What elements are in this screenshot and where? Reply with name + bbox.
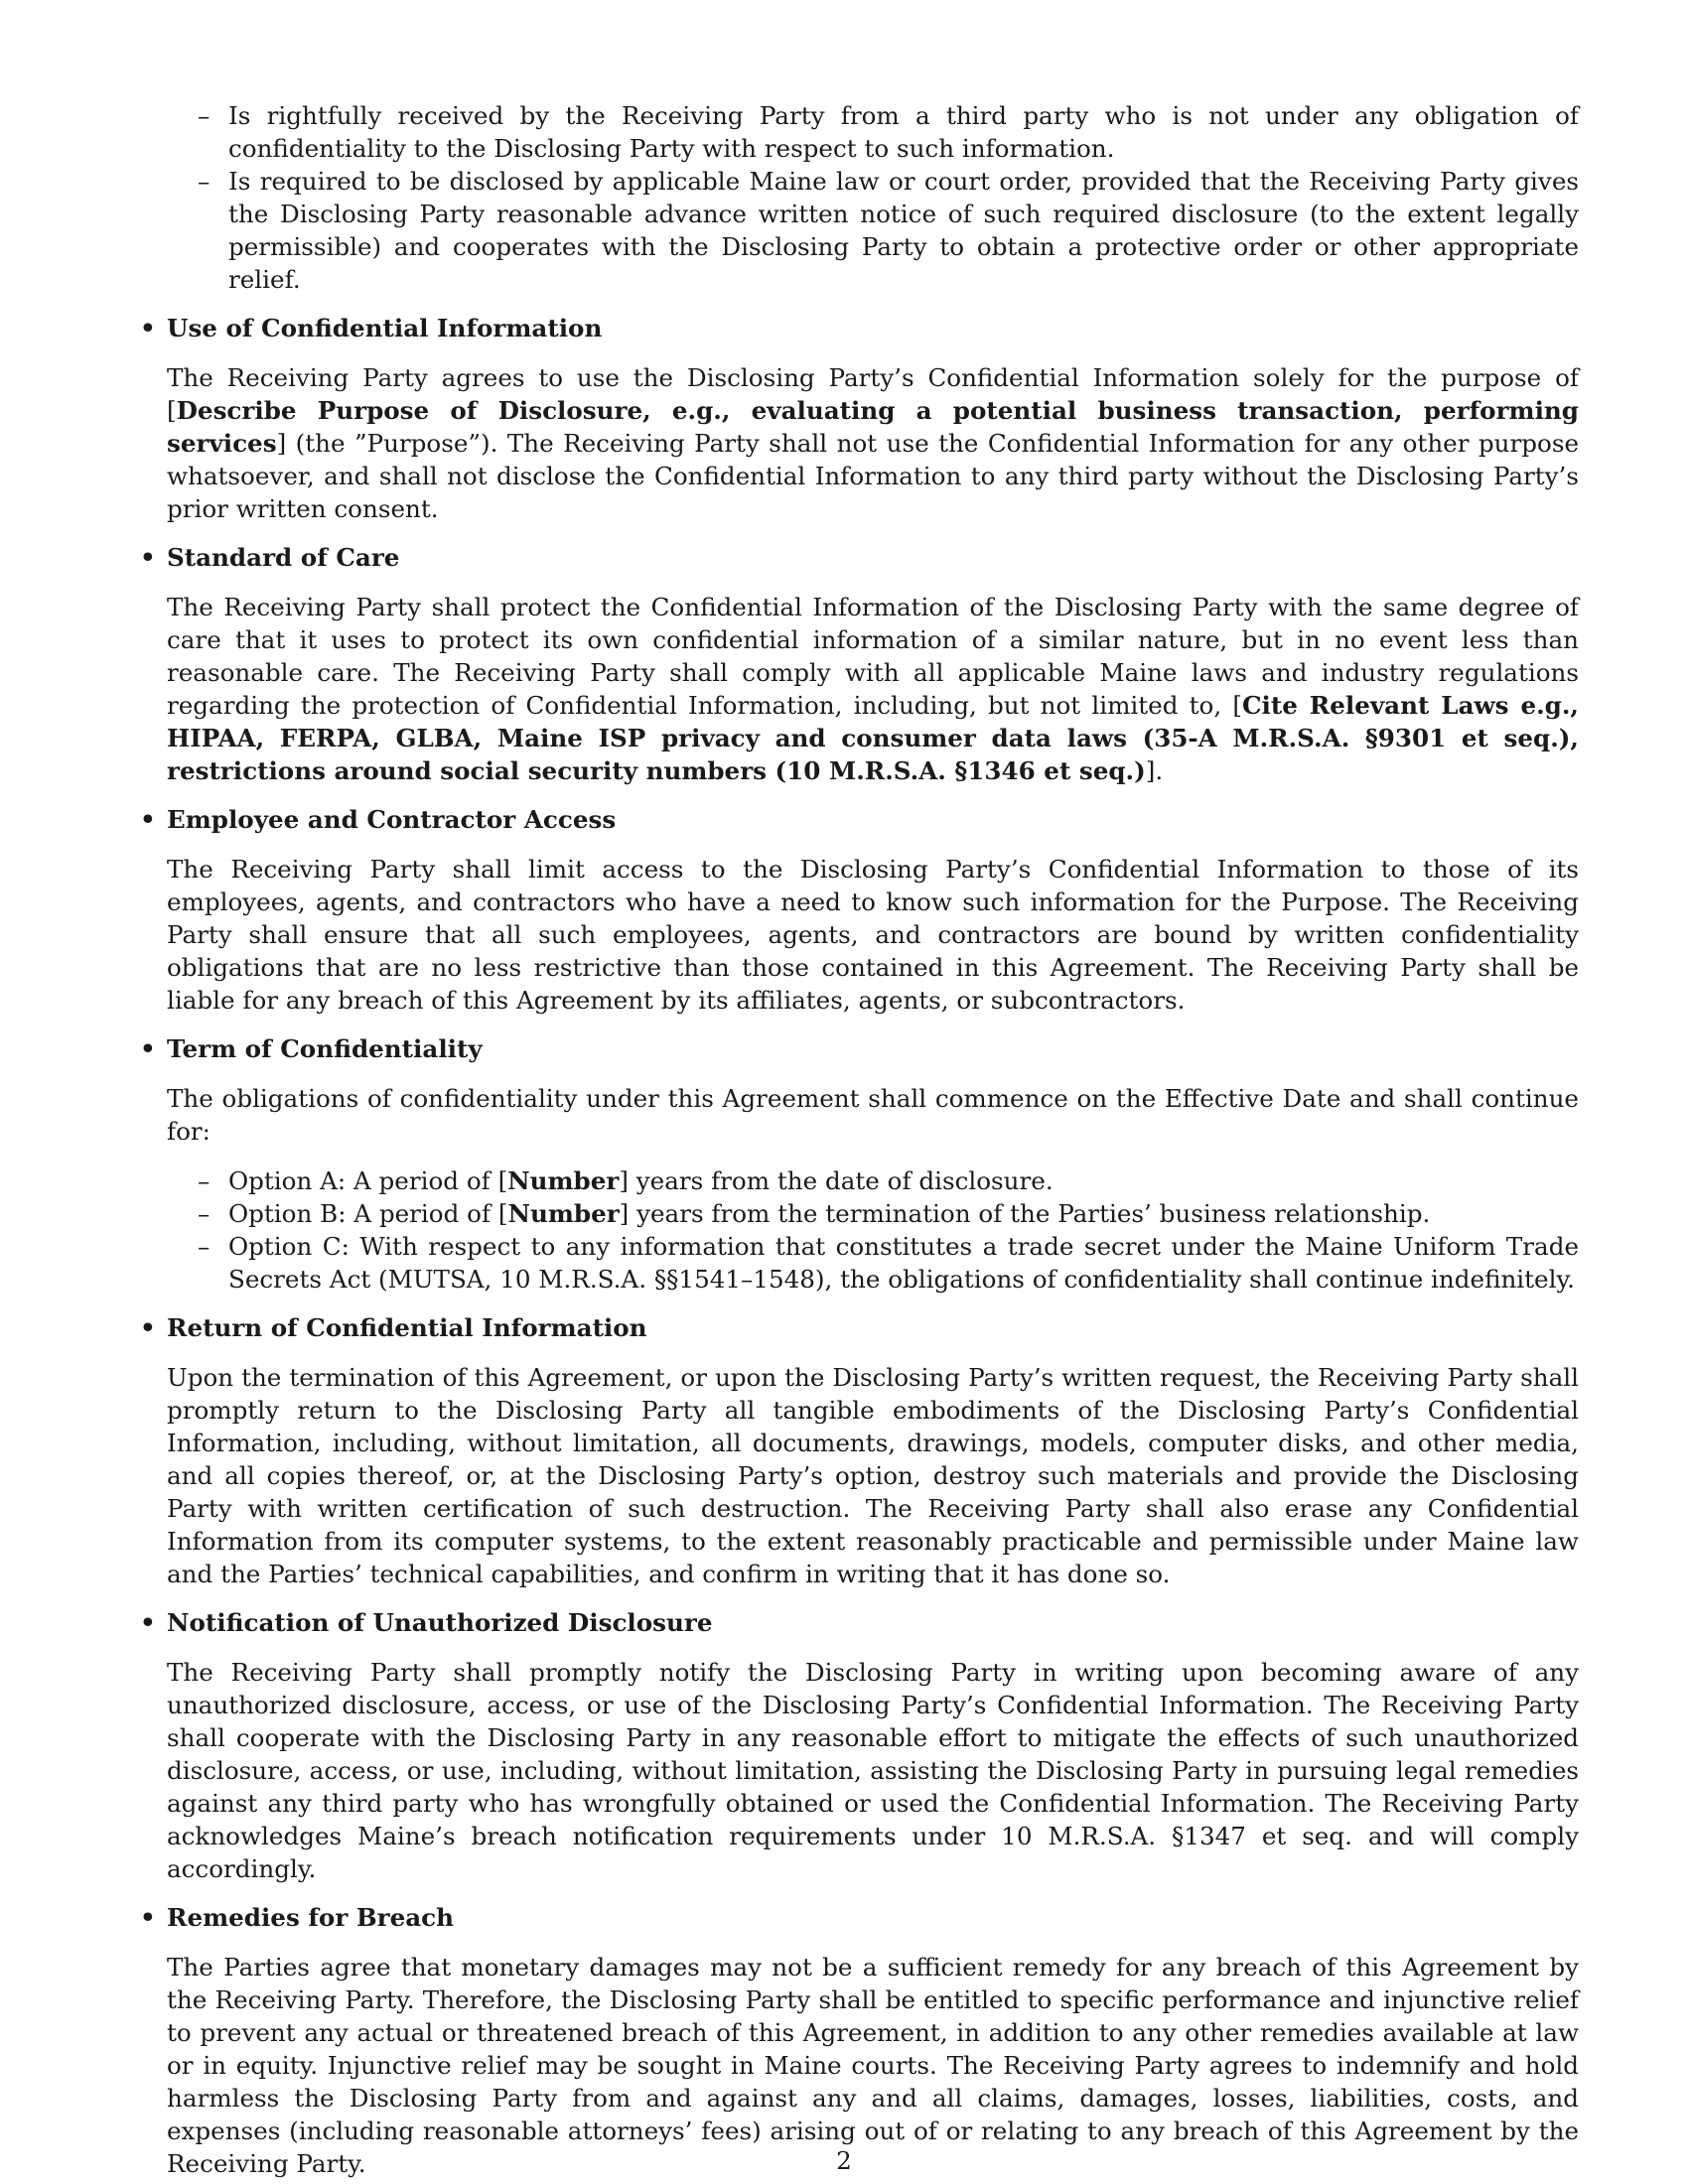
bullet-icon: • (140, 314, 156, 342)
section-heading: Use of Confidential Information (167, 314, 603, 342)
option-c: – Option C: With respect to any information that constitutes a trade secret under the Maine Uniform Trade Secrets Act (MUTSA, 10 M.R.S.A. §§1541–1548), the obligations of confidentiality shall continue indefinitely. (228, 1230, 1579, 1296)
section-paragraph: The Receiving Party shall limit access to the Disclosing Party’s Confidential Information to those of its employees, agents, and contractors who have a need to know such information for the Purpose. The Receiving Party shall ensure that all such employees, agents, and contractors are bound by written confidentiality obligations that are no less restrictive than those contained in this Agreement. The Receiving Party shall be liable for any breach of this Agreement by its affiliates, agents, or subcontractors. (167, 855, 1579, 1015)
section-employee-contractor-access (140, 803, 1579, 1017)
section-heading: Standard of Care (167, 543, 400, 572)
bullet-icon: • (140, 1313, 156, 1342)
section-standard-of-care (140, 541, 1579, 787)
placeholder-text: Describe Purpose of Disclosure, e.g., evaluating a potential business transaction, performing services (167, 396, 1579, 458)
section-notification-unauthorized-disclosure (140, 1606, 1579, 1885)
exclusions-list (167, 99, 1579, 296)
list-item: – Is rightfully received by the Receiving Party from a third party who is not under any obligation of confidentiality to the Disclosing Party with respect to such information. (228, 99, 1579, 165)
option-b: – Option B: A period of [Number] years from the termination of the Parties’ business relationship. (228, 1197, 1579, 1230)
bullet-icon: • (140, 543, 156, 572)
bullet-icon: • (140, 1034, 156, 1063)
bullet-icon: • (140, 805, 156, 834)
section-paragraph: The Receiving Party shall protect the Confidential Information of the Disclosing Party with the same degree of care that it uses to protect its own confidential information of a similar nature, but in no event less than reasonable care. The Receiving Party shall comply with all applicable Maine laws and industry regulations regarding the protection of Confidential Information, including, but not limited to, [Cite Relevant Laws e.g., HIPAA, FERPA, GLBA, Maine ISP privacy and consumer data laws (35-A M.R.S.A. §9301 et seq.), restrictions around social security numbers (10 M.R.S.A. §1346 et seq.)]. (167, 593, 1579, 785)
placeholder-text: Cite Relevant Laws e.g., HIPAA, FERPA, GLBA, Maine ISP privacy and consumer data laws (35-A M.R.S.A. §9301 et seq.), restrictions around social security numbers (10 M.R.S.A. §1346 et seq.) (167, 691, 1579, 785)
section-heading: Notification of Unauthorized Disclosure (167, 1608, 713, 1637)
section-paragraph: Upon the termination of this Agreement, or upon the Disclosing Party’s written request, the Receiving Party shall promptly return to the Disclosing Party all tangible embodiments of the Disclosing Party’s Confidential Information, including, without limitation, all documents, drawings, models, computer disks, and other media, and all copies thereof, or, at the Disclosing Party’s option, destroy such materials and provide the Disclosing Party with written certification of such destruction. The Receiving Party shall also erase any Confidential Information from its computer systems, to the extent reasonably practicable and permissible under Maine law and the Parties’ technical capabilities, and confirm in writing that it has done so. (167, 1363, 1579, 1588)
page-number: 2 (836, 2146, 852, 2175)
term-options-list (167, 1164, 1579, 1296)
section-paragraph: The Receiving Party agrees to use the Disclosing Party’s Confidential Information solely for the purpose of [Describe Purpose of Disclosure, e.g., evaluating a potential business transaction, performing services] (the ”Purpose”). The Receiving Party shall not use the Confidential Information for any other purpose whatsoever, and shall not disclose the Confidential Information to any third party without the Disclosing Party’s prior written consent. (167, 363, 1579, 523)
document-body (140, 99, 1579, 2180)
option-a: – Option A: A period of [Number] years from the date of disclosure. (228, 1164, 1579, 1197)
section-remedies-for-breach (140, 1901, 1579, 2180)
section-paragraph: The Receiving Party shall promptly notify the Disclosing Party in writing upon becoming aware of any unauthorized disclosure, access, or use of the Disclosing Party’s Confidential Information. The Receiving Party shall cooperate with the Disclosing Party in any reasonable effort to mitigate the effects of such unauthorized disclosure, access, or use, including, without limitation, assisting the Disclosing Party in pursuing legal remedies against any third party who has wrongfully obtained or used the Confidential Information. The Receiving Party acknowledges Maine’s breach notification requirements under 10 M.R.S.A. §1347 et seq. and will comply accordingly. (167, 1658, 1579, 1883)
section-heading: Return of Confidential Information (167, 1313, 647, 1342)
section-return-of-confidential-information (140, 1311, 1579, 1590)
section-use-of-confidential-information (140, 312, 1579, 525)
list-item: – Is required to be disclosed by applicable Maine law or court order, provided that the Receiving Party gives the Disclosing Party reasonable advance written notice of such required disclosure (to the extent legally permissible) and cooperates with the Disclosing Party to obtain a protective order or other appropriate relief. (228, 165, 1579, 296)
section-heading: Employee and Contractor Access (167, 805, 617, 834)
section-paragraph: The Parties agree that monetary damages may not be a sufficient remedy for any breach of this Agreement by the Receiving Party. Therefore, the Disclosing Party shall be entitled to specific performance and injunctive relief to prevent any actual or threatened breach of this Agreement, in addition to any other remedies available at law or in equity. Injunctive relief may be sought in Maine courts. The Receiving Party agrees to indemnify and hold harmless the Disclosing Party from and against any and all claims, damages, losses, liabilities, costs, and expenses (including reasonable attorneys’ fees) arising out of or relating to any breach of this Agreement by the Receiving Party. (167, 1953, 1579, 2178)
bullet-icon: • (140, 1903, 156, 1932)
section-heading: Term of Confidentiality (167, 1034, 483, 1063)
section-paragraph: The obligations of confidentiality under this Agreement shall commence on the Effective Date and shall continue for: (167, 1084, 1579, 1146)
section-term-of-confidentiality (140, 1032, 1579, 1296)
section-heading: Remedies for Breach (167, 1903, 455, 1932)
bullet-icon: • (140, 1608, 156, 1637)
